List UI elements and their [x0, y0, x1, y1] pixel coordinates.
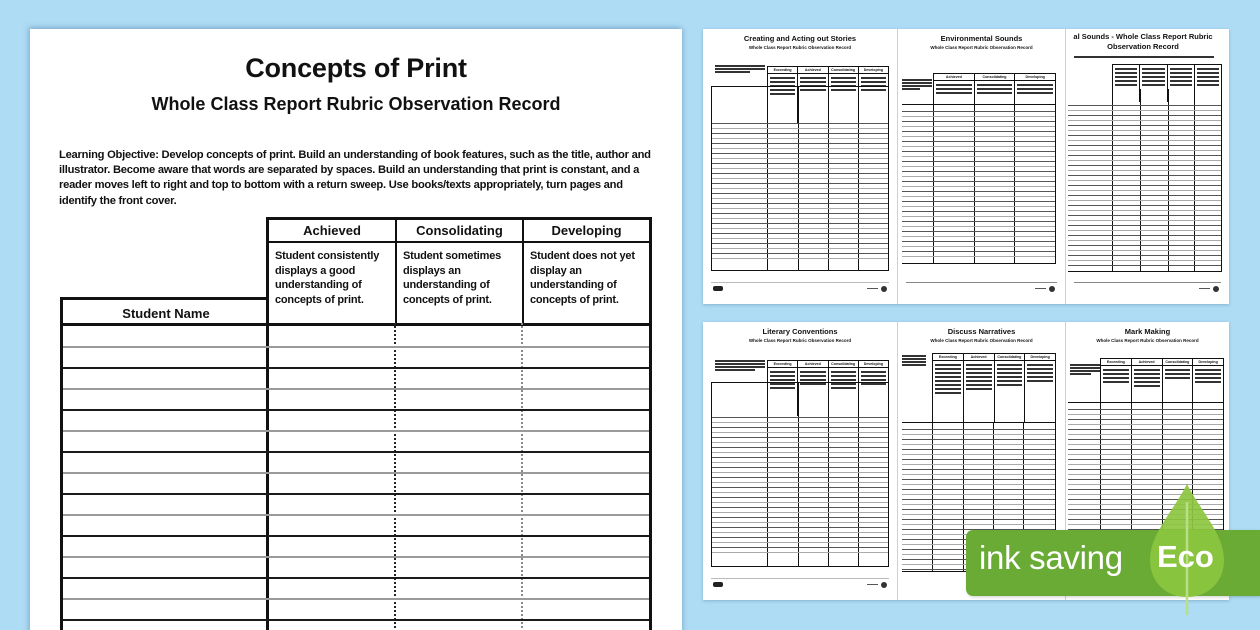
eco-label: Eco	[1157, 539, 1214, 574]
thumbnail-subtitle: Whole Class Report Rubric Observation Record	[1096, 338, 1199, 343]
thumbnail-objective	[715, 65, 765, 74]
thumbnail-header: Achieved Consolidating Developing	[933, 73, 1056, 105]
row-separator	[63, 493, 649, 495]
column-divider	[521, 323, 523, 630]
rubric-header	[266, 217, 652, 325]
thumbnail-objective	[1070, 364, 1100, 376]
thumbnail-title: Discuss Narratives	[947, 327, 1016, 336]
thumbnail-strip-top	[703, 29, 1229, 304]
thumbnail-objective	[902, 355, 926, 367]
main-document-page	[30, 29, 682, 630]
thumbnail-literary-conventions[interactable]	[703, 322, 898, 600]
column-divider	[266, 323, 269, 630]
thumbnail-subtitle: Whole Class Report Rubric Observation Record	[930, 338, 1033, 343]
thumbnail-subtitle: Whole Class Report Rubric Observation Record	[748, 45, 852, 50]
thumbnail-footer	[711, 578, 889, 588]
ink-saving-label: ink saving	[979, 539, 1123, 576]
thumbnail-objective	[902, 79, 932, 91]
thumbnail-header: Exceeding Achieved Consolidating Developing	[1100, 358, 1224, 403]
column-achieved	[269, 220, 397, 325]
row-separator	[63, 367, 649, 369]
thumbnail-subtitle: Whole Class Report Rubric Observation Record	[748, 338, 852, 343]
row-separator	[63, 598, 649, 600]
student-name-header: Student Name	[60, 297, 269, 325]
thumbnail-title: Literary Conventions	[762, 327, 838, 336]
row-separator	[63, 409, 649, 411]
thumbnail-table	[711, 86, 889, 271]
thumbnail-sounds-whole-class[interactable]	[1066, 29, 1229, 304]
column-consolidating	[397, 220, 524, 325]
rubric-body	[60, 323, 652, 630]
row-separator	[63, 556, 649, 558]
document-subtitle: Whole Class Report Rubric Observation Record	[151, 94, 561, 114]
row-separator	[63, 535, 649, 537]
column-developing	[524, 220, 649, 325]
thumbnail-objective	[715, 360, 765, 372]
row-separator	[63, 346, 649, 348]
row-separator	[63, 388, 649, 390]
row-separator	[63, 472, 649, 474]
column-description: Student sometimes displays an understanding of concepts of print.	[403, 250, 502, 306]
row-separator	[63, 514, 649, 516]
row-separator	[63, 451, 649, 453]
column-description: Student does not yet display an understanding of concepts of print.	[530, 250, 635, 306]
column-label: Achieved	[269, 220, 395, 243]
document-title: Concepts of Print	[245, 53, 467, 83]
thumbnail-footer	[1074, 282, 1221, 292]
thumbnail-environmental-sounds[interactable]	[898, 29, 1066, 304]
column-description: Student consistently displays a good understanding of concepts of print.	[275, 250, 380, 306]
thumbnail-title: Creating and Acting out Stories	[743, 34, 857, 43]
thumbnail-creating-acting-stories[interactable]	[703, 29, 898, 304]
column-label: Developing	[524, 220, 649, 243]
thumbnail-objective	[1074, 56, 1214, 59]
learning-objective	[59, 148, 659, 209]
row-separator	[63, 430, 649, 432]
thumbnail-title: al Sounds - Whole Class Report Rubric Observation Record	[1073, 32, 1213, 51]
thumbnail-header: Exceeding Achieved Consolidating Developing	[932, 353, 1056, 423]
thumbnail-header: Exceeding Achieved Consolidating Developing	[767, 66, 889, 123]
thumbnail-title: Environmental Sounds	[940, 34, 1023, 43]
row-separator	[63, 619, 649, 621]
thumbnail-table	[902, 104, 1056, 264]
thumbnail-title: Mark Making	[1124, 327, 1171, 336]
thumbnail-footer	[711, 282, 889, 292]
column-label: Consolidating	[397, 220, 522, 243]
thumbnail-footer	[906, 282, 1057, 292]
thumbnail-subtitle: Whole Class Report Rubric Observation Record	[930, 45, 1033, 50]
thumbnail-table	[711, 382, 889, 567]
objective-label: Learning Objective:	[59, 149, 159, 161]
thumbnail-table	[1068, 89, 1222, 272]
row-separator	[63, 577, 649, 579]
thumbnail-header: Exceeding Achieved Consolidating Developing	[767, 360, 889, 416]
column-divider	[394, 323, 396, 630]
rubric-table	[60, 217, 652, 630]
objective-text: Develop concepts of print. Build an understanding of book features, such as the title, author and illustrator. Become aware that words are separated by spaces. Build an understanding that print is constant, and a reader moves left to right and top to bottom with a return sweep. Use books/texts appropriately, turn pages and identify the front cover.	[59, 149, 651, 207]
